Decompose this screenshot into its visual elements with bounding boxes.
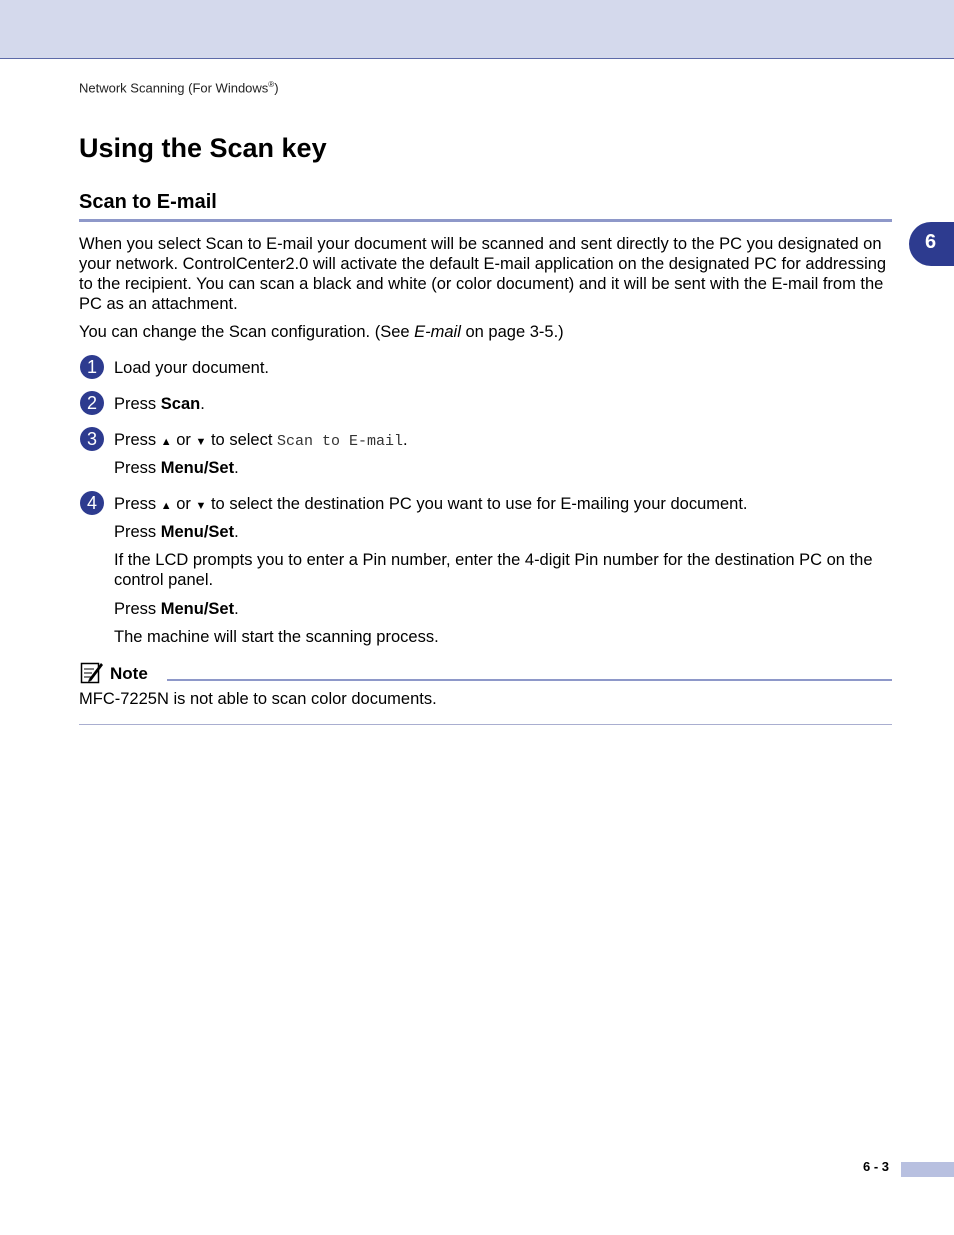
step-number-2: 2 <box>80 391 104 415</box>
step-4-pin-text: If the LCD prompts you to enter a Pin number, enter the 4-digit Pin number for the destination PC on the control panel. <box>114 551 873 589</box>
config-paragraph: You can change the Scan configuration. (See E-mail on page 3-5.) <box>79 323 564 341</box>
up-arrow-icon: ▲ <box>160 500 172 512</box>
chapter-tab[interactable]: 6 <box>909 222 954 266</box>
step-3-text: Press ▲ or ▼ to select Scan to E-mail. <box>114 431 408 450</box>
step-number-4: 4 <box>80 491 104 515</box>
top-band <box>0 0 954 59</box>
page-title: Using the Scan key <box>79 133 327 163</box>
section-title: Scan to E-mail <box>79 191 217 213</box>
step-4-subtext-2: Press Menu/Set. <box>114 600 239 618</box>
step-number-3: 3 <box>80 427 104 451</box>
step-3-subtext: Press Menu/Set. <box>114 459 239 477</box>
note-pencil-icon <box>80 660 104 684</box>
section-rule <box>79 219 892 222</box>
step-4-final: The machine will start the scanning process. <box>114 628 439 646</box>
running-header: Network Scanning (For Windows®) <box>79 80 279 96</box>
note-rule <box>167 679 892 681</box>
lcd-text: Scan to E-mail <box>277 433 404 450</box>
step-4-subtext: Press Menu/Set. <box>114 523 239 541</box>
page-number: 6 - 3 <box>863 1159 890 1174</box>
step-1-text: Load your document. <box>114 359 270 377</box>
note-label: Note <box>110 664 148 683</box>
step-4-text: Press ▲ or ▼ to select the destination PC you want to use for E-mailing your document. <box>114 495 748 513</box>
email-link[interactable]: E-mail <box>414 323 461 341</box>
step-number-1: 1 <box>80 355 104 379</box>
footer-block <box>901 1162 954 1177</box>
intro-paragraph: When you select Scan to E-mail your document will be scanned and sent directly to the PC you designated on your network. ControlCenter2.0 will activate the default E-mail application on the designated PC for addressing to the recipient. You can scan a black and white (or color document) and it will be sent with the E-mail from the PC as an attachment. <box>79 235 887 313</box>
note-bottom-rule <box>79 724 892 725</box>
down-arrow-icon: ▼ <box>195 436 207 448</box>
step-2-text: Press Scan. <box>114 395 205 413</box>
down-arrow-icon: ▼ <box>195 500 207 512</box>
note-text: MFC-7225N is not able to scan color documents. <box>79 690 437 708</box>
up-arrow-icon: ▲ <box>160 436 172 448</box>
